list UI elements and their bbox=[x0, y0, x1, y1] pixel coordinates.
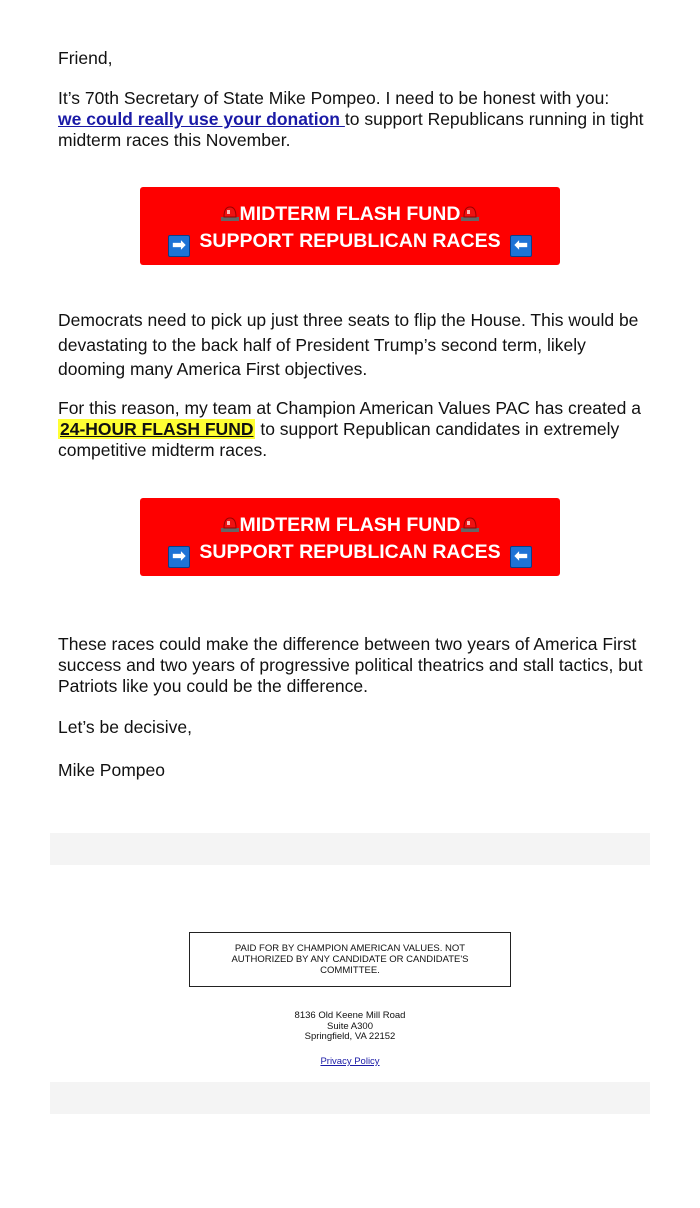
address-line: Springfield, VA 22152 bbox=[304, 1031, 396, 1042]
cta-line-1-text: MIDTERM FLASH FUND bbox=[239, 203, 461, 225]
arrow-right-icon: ➡ bbox=[168, 235, 190, 257]
cta-line-2-text: SUPPORT REPUBLICAN RACES bbox=[199, 541, 501, 563]
cta-line-2-text: SUPPORT REPUBLICAN RACES bbox=[199, 230, 501, 252]
democrats-paragraph: Democrats need to pick up just three seats to flip the House. This would be devastating to the back half of President Trump’s second term, likely dooming many America First objectives. bbox=[58, 310, 639, 379]
privacy-container bbox=[200, 1056, 500, 1067]
cta-line-2 bbox=[140, 228, 560, 257]
flash-fund-link[interactable]: 24-HOUR FLASH FUND bbox=[60, 419, 254, 439]
siren-icon bbox=[220, 516, 240, 532]
cta-line-1 bbox=[140, 201, 560, 228]
closing: Let’s be decisive, bbox=[58, 717, 192, 737]
paid-for-disclaimer: PAID FOR BY CHAMPION AMERICAN VALUES. NOT AUTHORIZED BY ANY CANDIDATE OR CANDIDATE'S COMMITTEE. bbox=[189, 932, 511, 987]
privacy-policy-link[interactable]: Privacy Policy bbox=[320, 1056, 380, 1067]
flash-fund-text: For this reason, my team at Champion American Values PAC has created a bbox=[58, 398, 641, 418]
intro-text-after: to support Republicans running in tight midterm races this November. bbox=[58, 109, 644, 150]
arrow-left-icon: ⬅ bbox=[510, 235, 532, 257]
cta-button-top[interactable] bbox=[140, 187, 560, 265]
cta-line-1 bbox=[140, 512, 560, 539]
arrow-right-icon: ➡ bbox=[168, 546, 190, 568]
mailing-address bbox=[200, 1011, 500, 1043]
signature: Mike Pompeo bbox=[58, 760, 165, 780]
siren-icon bbox=[220, 205, 240, 221]
flash-fund-text-after: to support Republican candidates in extremely competitive midterm races. bbox=[58, 419, 620, 460]
intro-paragraph bbox=[58, 88, 648, 151]
address-line: 8136 Old Keene Mill Road bbox=[294, 1010, 406, 1021]
siren-icon bbox=[460, 205, 480, 221]
cta-button-bottom[interactable] bbox=[140, 498, 560, 576]
cta-line-2 bbox=[140, 539, 560, 568]
intro-text: It’s 70th Secretary of State Mike Pompeo. I need to be honest with you: bbox=[58, 88, 610, 108]
siren-icon bbox=[460, 516, 480, 532]
greeting: Friend, bbox=[58, 48, 113, 68]
races-paragraph: These races could make the difference between two years of America First success and two years of progressive political theatrics and stall tactics, but Patriots like you could be the difference. bbox=[58, 634, 643, 696]
flash-fund-paragraph bbox=[58, 398, 648, 461]
cta-line-1-text: MIDTERM FLASH FUND bbox=[239, 514, 461, 536]
address-line: Suite A300 bbox=[327, 1020, 373, 1032]
donation-link[interactable]: we could really use your donation bbox=[58, 109, 345, 129]
footer-divider-top bbox=[50, 833, 650, 865]
footer-divider-bottom bbox=[50, 1082, 650, 1114]
arrow-left-icon: ⬅ bbox=[510, 546, 532, 568]
